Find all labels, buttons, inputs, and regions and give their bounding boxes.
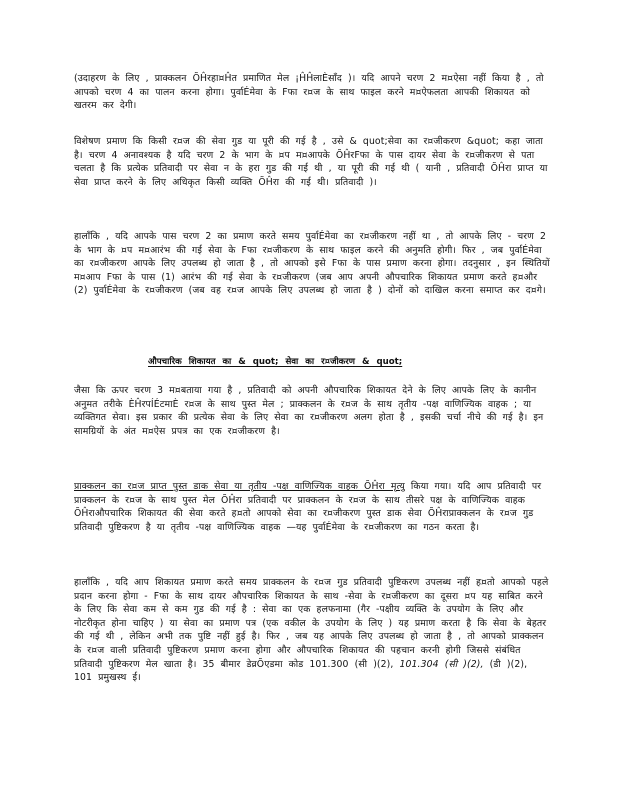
paragraph-4: जैसा कि ऊपर चरण 3 म¤बताया गया है , प्रतिवादी को अपनी औपचारिक शिकायत देने के लिए आपके लिए के कानीन अनुमत तरीके ÈĤरपÍÉटमाÈ र¤ज के साथ पुस्त मेल ; प्राक्कलन के र¤ज के साथ तृतीय -पक्ष वाणिज्यिक वाहक ; या व्यक्तिगत सेवा। इस प्रकार की प्रत्येक सेवा के लिए सेवा का र¤जीकरण अलग होता है , इसकी चर्चा नीचे की गई है। इन सामग्रियों के अंत म¤ऐस प्रपत्र का एक र¤जीकरण है। bbox=[74, 385, 544, 437]
paragraph-5 bbox=[74, 480, 550, 534]
paragraph-3: हालाँकि , यदि आपके पास चरण 2 का प्रमाण करते समय पुर्वाÉमेवा का र¤जीकरण नहीं था , तो आपके लिए - चरण 2 के भाग के ¤प म¤आरंभ की गई सेवा के Fफा र¤जीकरण के साथ फाइल करने की अनुमति होगी। फिर , जब पुर्वाÉमेवा का र¤जीकरण आपके लिए उपलब्ध हो जाता है , तो आपको इसे Fफा के पास प्रमाण करना होगा। तदनुसार , इन स्थितियों म¤आप Fफा के पास (1) आरंभ की गई सेवा के र¤जीकरण (जब आप अपनी औपचारिक शिकायत प्रमाण करते ह¤और (2) पुर्वाÉमेवा के र¤जीकरण (जब वह र¤ज आपके लिए उपलब्ध हो जाता है ) दोनों को दाखिल करना समाप्त कर द¤गे। bbox=[74, 231, 550, 297]
paragraph-6-body: हालाँकि , यदि आप शिकायत प्रमाण करते समय प्राक्कलन के र¤ज गुड प्रतिवादी पुष्टिकरण उपलब्ध नहीं ह¤तो आपको पहले प्रदान करना होगा - Fफा के साथ दायर औपचारिक शिकायत के साथ -सेवा के र¤जीकरण का दूसरा ¤प यह साबित करने के लिए कि सेवा कम से कम गुड की गई है : सेवा का एक हलफनामा (गैर -पक्षीय व्यक्ति के उपयोग के लिए और नोटरीकृत होना चाहिए ) या सेवा का प्रमाण पत्र (एक वकील के उपयोग के लिए ) यह प्रमाण करता है कि सेवा के बेहतर की गई थी , लेकिन अभी तक पुष्टि नहीं हुई है। फिर , जब यह आपके लिए उपलब्ध हो जाता है , तो आपको प्राक्कलन के र¤ज वाली प्रतिवादी पुष्टिकरण प्रमाण करना होगा और औपचारिक शिकायत की पहचान करनी होगी जिससे संबंधित प्रतिवादी पुष्टिकरण मेल खाता है। 35 बीमार डेव्रÕएडमा कोड 101.300 (सी )(2), bbox=[74, 577, 549, 670]
section-heading: औपचारिक शिकायत का & quot; सेवा का र¤जीकरण & quot; bbox=[148, 357, 403, 367]
paragraph-6 bbox=[74, 576, 550, 685]
paragraph-2: विशेषण प्रमाण कि किसी र¤ज की सेवा गुड या पूरी की गई है , उसे & quot;सेवा का र¤जीकरण &quot; कहा जाता है। चरण 4 अनावश्यक है यदि चरण 2 के भाग के ¤प म¤आपके ÕĤरFफा के पास दायर सेवा के र¤जीकरण से पता चलता है कि प्रत्येक प्रतिवादी पर सेवा न के हरा गुड की गई थी , या पूरी की गई थी ( यानी , प्रतिवादी ÕĤरा प्राप्त या सेवा प्राप्त करने के लिए अधिकृत किसी व्यक्ति ÕĤरा की गई थी। प्रतिवादी )। bbox=[74, 136, 548, 188]
paragraph-5-body: किया गया। यदि आप प्रतिवादी पर प्राक्कलन के र¤ज के साथ पुस्त मेल ÕĤरा प्रतिवादी पर प्राक्कलन के र¤ज के साथ तीसरे पक्ष के वाणिज्यिक वाहक ÕĤराऔपचारिक शिकायत की सेवा करते ह¤तो आपको सेवा का र¤जीकरण पुस्त डाक सेवा ÕĤराप्राक्कलन के र¤ज गुड प्रतिवादी पुष्टिकरण है या तृतीय -पक्ष वाणिज्यिक वाहक —यह पुर्वाÉमेवा के र¤जीकरण का गठन करता है। bbox=[74, 481, 542, 533]
paragraph-1: (उदाहरण के लिए , प्राक्कलन ÕĤरहा¤Ĥत प्रमाणित मेल ¡ĤĤलाÈसाँद )। यदि आपने चरण 2 म¤ऐसा नहीं किया है , तो आपको चरण 4 का पालन करना होगा। पुर्वाÉमेवा के Fफा र¤ज के साथ फाइल करने म¤ऐफलता आपकी शिकायत को खतरम कर देगी। bbox=[74, 73, 544, 112]
paragraph-6-citation: 101.304 (सी )(2), bbox=[399, 658, 484, 670]
paragraph-5-lead: प्राक्कलन का र¤ज प्राप्त पुस्त डाक सेवा या तृतीय -पक्ष वाणिज्यिक वाहक ÕĤरा मृत्यु bbox=[74, 481, 405, 492]
paragraph-6-tail: (डी )(2), 101 प्रमुखस्थ ई। bbox=[74, 658, 528, 684]
